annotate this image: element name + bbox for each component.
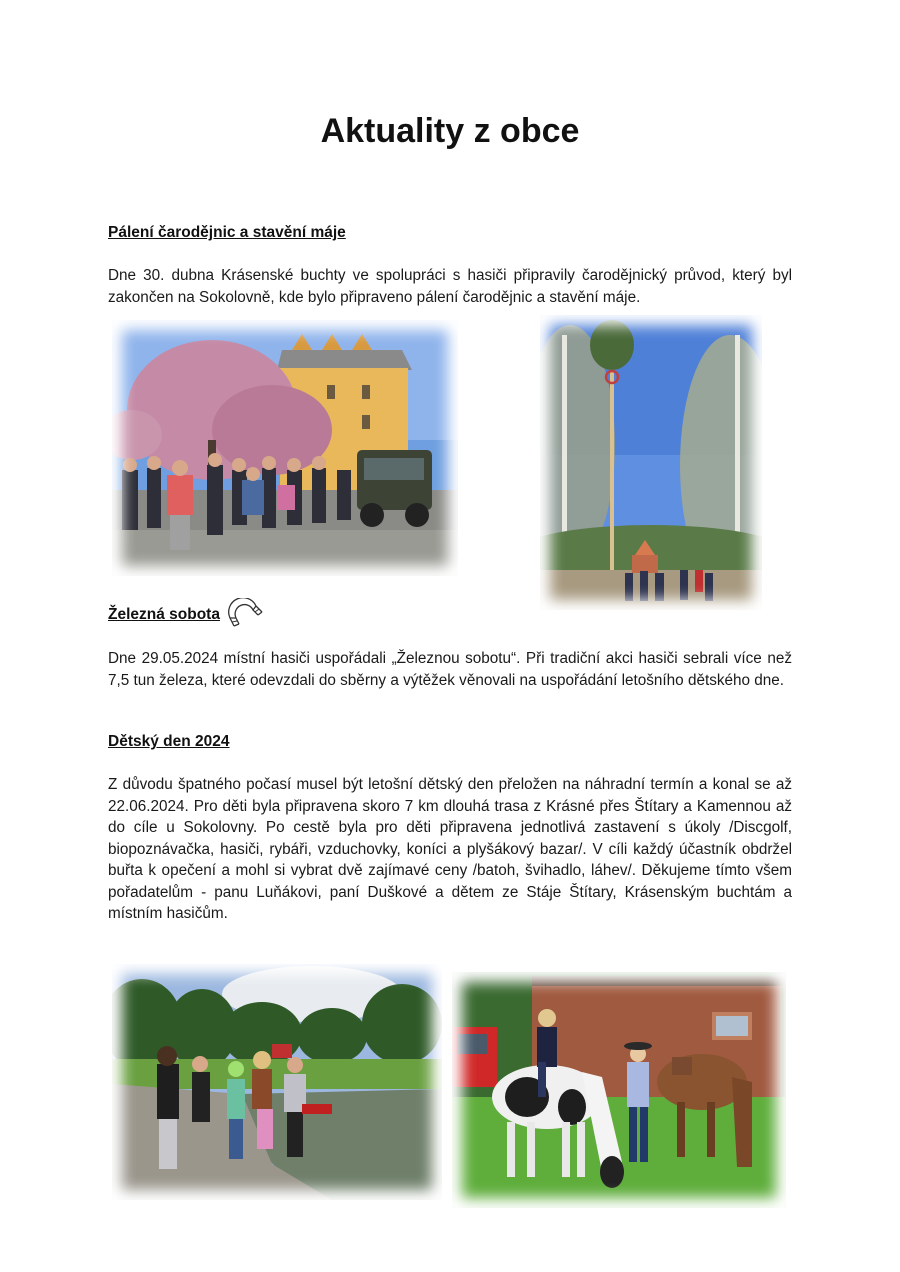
section-text-detsky-den: Z důvodu špatného počasí musel být letošní dětský den přeložen na náhradní termín a konal se až 22.06.2024. Pro děti byla připravena skoro 7 km dlouhá trasa z Krásné přes Štítary a Kamennou až do cíle u Sokolovny. Po cestě byla pro děti připravena jednotlivá zastavení s úkoly /Discgolf, biopoznávačka, hasiči, rybáři, vzduchovky, koníci a plyšákový bazar/. V cíli každý účastník obdržel buřta k opečení a mohl si vybrat dvě zajímavé ceny /batoh, švihadlo, láhev/. Děkujeme tímto všem pořadatelům - panu Luňákovi, paní Duškové a dětem ze Stáje Štítary, Krásenským buchtám a místním hasičům. [108, 776, 792, 922]
section-heading-zelezna-sobota: Železná sobota [108, 606, 220, 623]
photo-witch-burning-crowd [112, 320, 458, 576]
section-text-carodejnice: Dne 30. dubna Krásenské buchty ve spolupráci s hasiči připravily čarodějnický průvod, který byl zakončen na Sokolovně, kde bylo připraveno pálení čarodějnic a stavění máje. [108, 267, 792, 306]
section-heading-detsky-den: Dětský den 2024 [108, 733, 230, 750]
section-heading-carodejnice: Pálení čarodějnic a stavění máje [108, 224, 346, 241]
section-text-zelezna-sobota: Dne 29.05.2024 místní hasiči uspořádali „Železnou sobotu“. Při tradiční akci hasiči sebrali více než 7,5 tun železa, které odevzdali do sběrny a výtěžek věnovali na uspořádání letošního dětského dne. [108, 650, 792, 689]
page-title: Aktuality z obce [320, 112, 580, 150]
photo-maypole [540, 315, 762, 610]
magnet-icon [226, 598, 266, 636]
photo-horses [452, 972, 786, 1208]
photo-children-pond [112, 964, 442, 1200]
